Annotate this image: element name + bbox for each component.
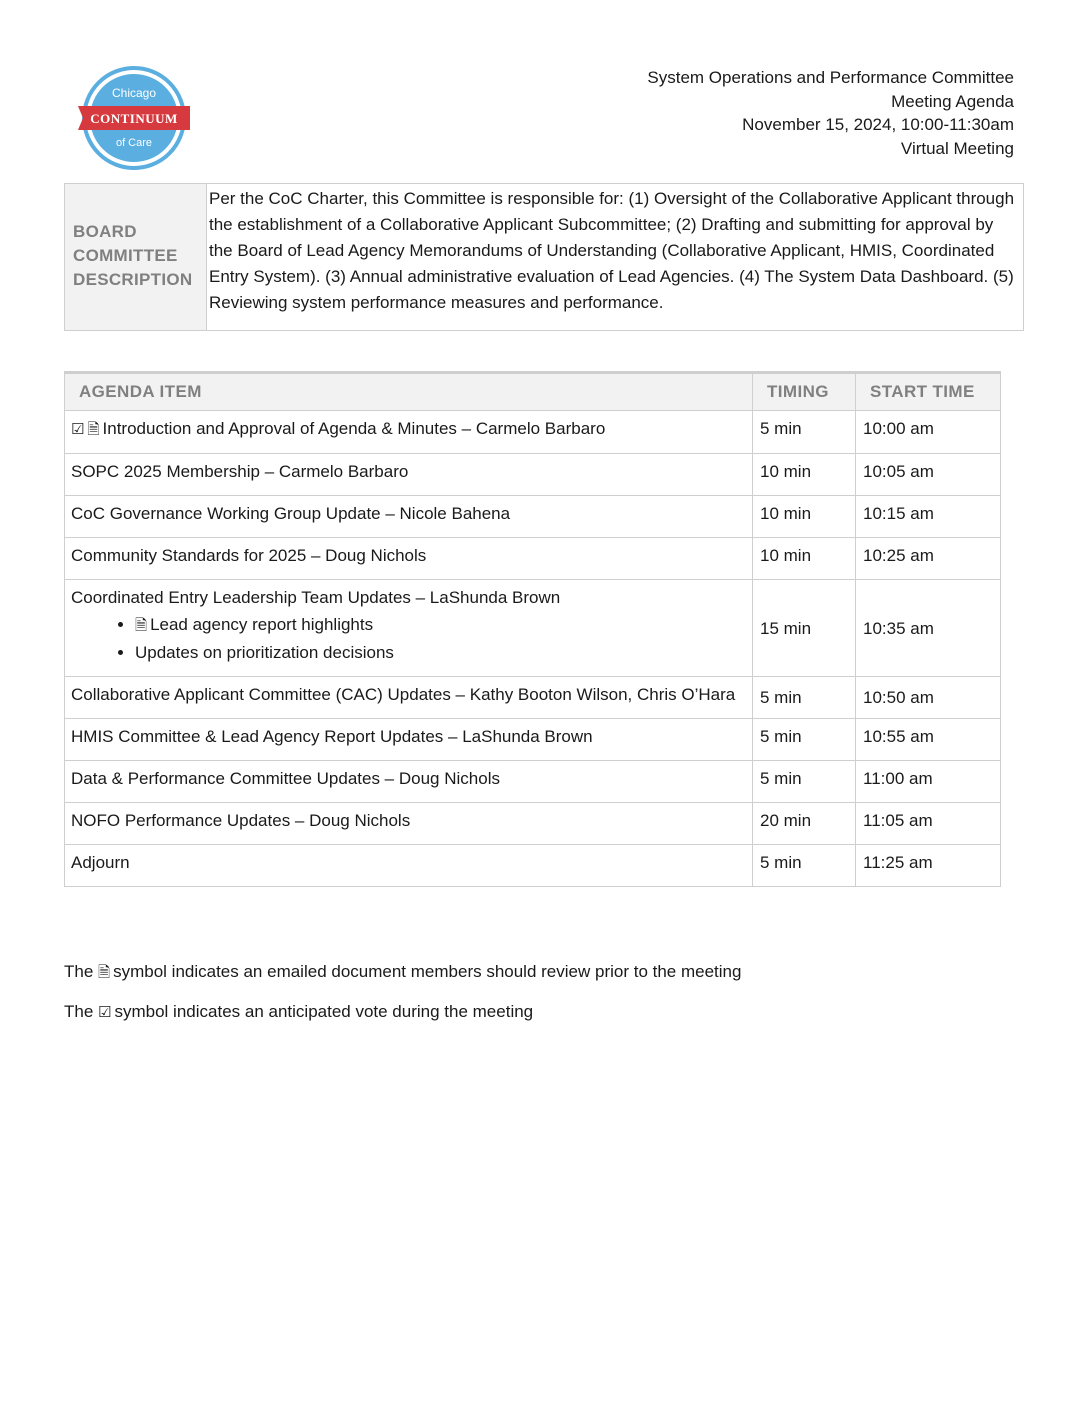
document-icon: 🗎: [98, 963, 111, 981]
timing-header: TIMING: [753, 373, 856, 411]
agenda-start-time: 11:25 am: [856, 845, 1001, 887]
agenda-row: [65, 677, 1001, 719]
meeting-date-time: November 15, 2024, 10:00-11:30am: [742, 115, 1014, 134]
agenda-start-time: 10:50 am: [856, 677, 1001, 719]
agenda-item: CoC Governance Working Group Update – Nicole Bahena: [65, 496, 753, 538]
agenda-item: [65, 580, 753, 677]
agenda-item-text: Coordinated Entry Leadership Team Updates – LaShunda Brown: [71, 588, 561, 607]
agenda-row: [65, 538, 1001, 580]
agenda-start-time: 10:55 am: [856, 719, 1001, 761]
start-time-header: START TIME: [856, 373, 1001, 411]
agenda-row: [65, 496, 1001, 538]
agenda-timing: 5 min: [753, 411, 856, 454]
symbol-legend: [64, 960, 741, 1040]
agenda-timing: 5 min: [753, 845, 856, 887]
agenda-start-time: 10:35 am: [856, 580, 1001, 677]
agenda-timing: 5 min: [753, 719, 856, 761]
description-label-line: BOARD: [73, 222, 137, 241]
agenda-row: [65, 803, 1001, 845]
agenda-row: [65, 761, 1001, 803]
agenda-start-time: 10:25 am: [856, 538, 1001, 580]
vote-checkbox-icon: ☑: [98, 1003, 112, 1021]
agenda-start-time: 10:05 am: [856, 454, 1001, 496]
agenda-item-header: AGENDA ITEM: [65, 373, 753, 411]
agenda-start-time: 10:00 am: [856, 411, 1001, 454]
note-text: symbol indicates an emailed document members should review prior to the meeting: [113, 962, 742, 981]
agenda-item: Collaborative Applicant Committee (CAC) Updates – Kathy Booton Wilson, Chris O’Hara: [65, 677, 753, 719]
agenda-item: HMIS Committee & Lead Agency Report Updates – LaShunda Brown: [65, 719, 753, 761]
agenda-timing: 15 min: [753, 580, 856, 677]
document-symbol-note: [64, 960, 741, 984]
description-label-line: COMMITTEE: [73, 246, 178, 265]
agenda-row: [65, 411, 1001, 454]
meeting-location: Virtual Meeting: [900, 138, 1014, 158]
logo-banner-text: CONTINUUM: [90, 111, 178, 126]
agenda-start-time: 11:05 am: [856, 803, 1001, 845]
agenda-subitem: [135, 639, 746, 666]
agenda-timing: 5 min: [753, 761, 856, 803]
chicago-continuum-of-care-logo: [74, 66, 198, 172]
agenda-row: [65, 845, 1001, 887]
agenda-item: NOFO Performance Updates – Doug Nichols: [65, 803, 753, 845]
agenda-item-text: Introduction and Approval of Agenda & Minutes – Carmelo Barbaro: [102, 419, 606, 438]
vote-symbol-note: [64, 1000, 741, 1024]
agenda-item: SOPC 2025 Membership – Carmelo Barbaro: [65, 454, 753, 496]
vote-checkbox-icon: ☑: [71, 420, 85, 438]
agenda-subitem-list: [71, 611, 746, 666]
agenda-start-time: 10:15 am: [856, 496, 1001, 538]
description-label-line: DESCRIPTION: [73, 270, 193, 289]
note-prefix: The: [64, 1002, 94, 1021]
agenda-header-row: [65, 373, 1001, 411]
agenda-item: [65, 411, 753, 454]
agenda-item: Adjourn: [65, 845, 753, 887]
agenda-timing: 10 min: [753, 454, 856, 496]
logo-top-text: Chicago: [111, 86, 157, 100]
agenda-subitem-text: Updates on prioritization decisions: [135, 643, 394, 662]
description-label: [65, 184, 207, 331]
agenda-item: Community Standards for 2025 – Doug Nichols: [65, 538, 753, 580]
agenda-timing: 10 min: [753, 496, 856, 538]
agenda-subitem: [135, 611, 746, 639]
document-icon: 🗎: [135, 616, 148, 634]
agenda-table: [64, 371, 1001, 887]
document-type: Meeting Agenda: [891, 91, 1014, 111]
description-text: Per the CoC Charter, this Committee is responsible for: (1) Oversight of the Collaborative Applicant through the establishment of a Collaborative Applicant Subcommittee; (2) Drafting and submitting for approval by the Board of Lead Agency Memorandums of Understanding (Collaborative Applicant, HMIS, Coordinated Entry System). (3) Annual administrative evaluation of Lead Agencies. (4) The System Data Dashboard. (5) Reviewing system performance measures and performance.: [207, 184, 1024, 331]
agenda-timing: 5 min: [753, 677, 856, 719]
document-header: [647, 66, 1014, 160]
document-icon: 🗎: [87, 420, 100, 438]
committee-description-table: [64, 183, 1024, 331]
agenda-subitem-text: Lead agency report highlights: [150, 615, 374, 634]
note-prefix: The: [64, 962, 94, 981]
agenda-row: [65, 454, 1001, 496]
logo-bottom-text: of Care: [115, 137, 153, 149]
agenda-row: [65, 719, 1001, 761]
agenda-row: [65, 580, 1001, 677]
note-text: symbol indicates an anticipated vote during the meeting: [114, 1002, 534, 1021]
agenda-timing: 20 min: [753, 803, 856, 845]
agenda-start-time: 11:00 am: [856, 761, 1001, 803]
agenda-item: Data & Performance Committee Updates – Doug Nichols: [65, 761, 753, 803]
committee-name: System Operations and Performance Committee: [647, 68, 1014, 87]
agenda-timing: 10 min: [753, 538, 856, 580]
